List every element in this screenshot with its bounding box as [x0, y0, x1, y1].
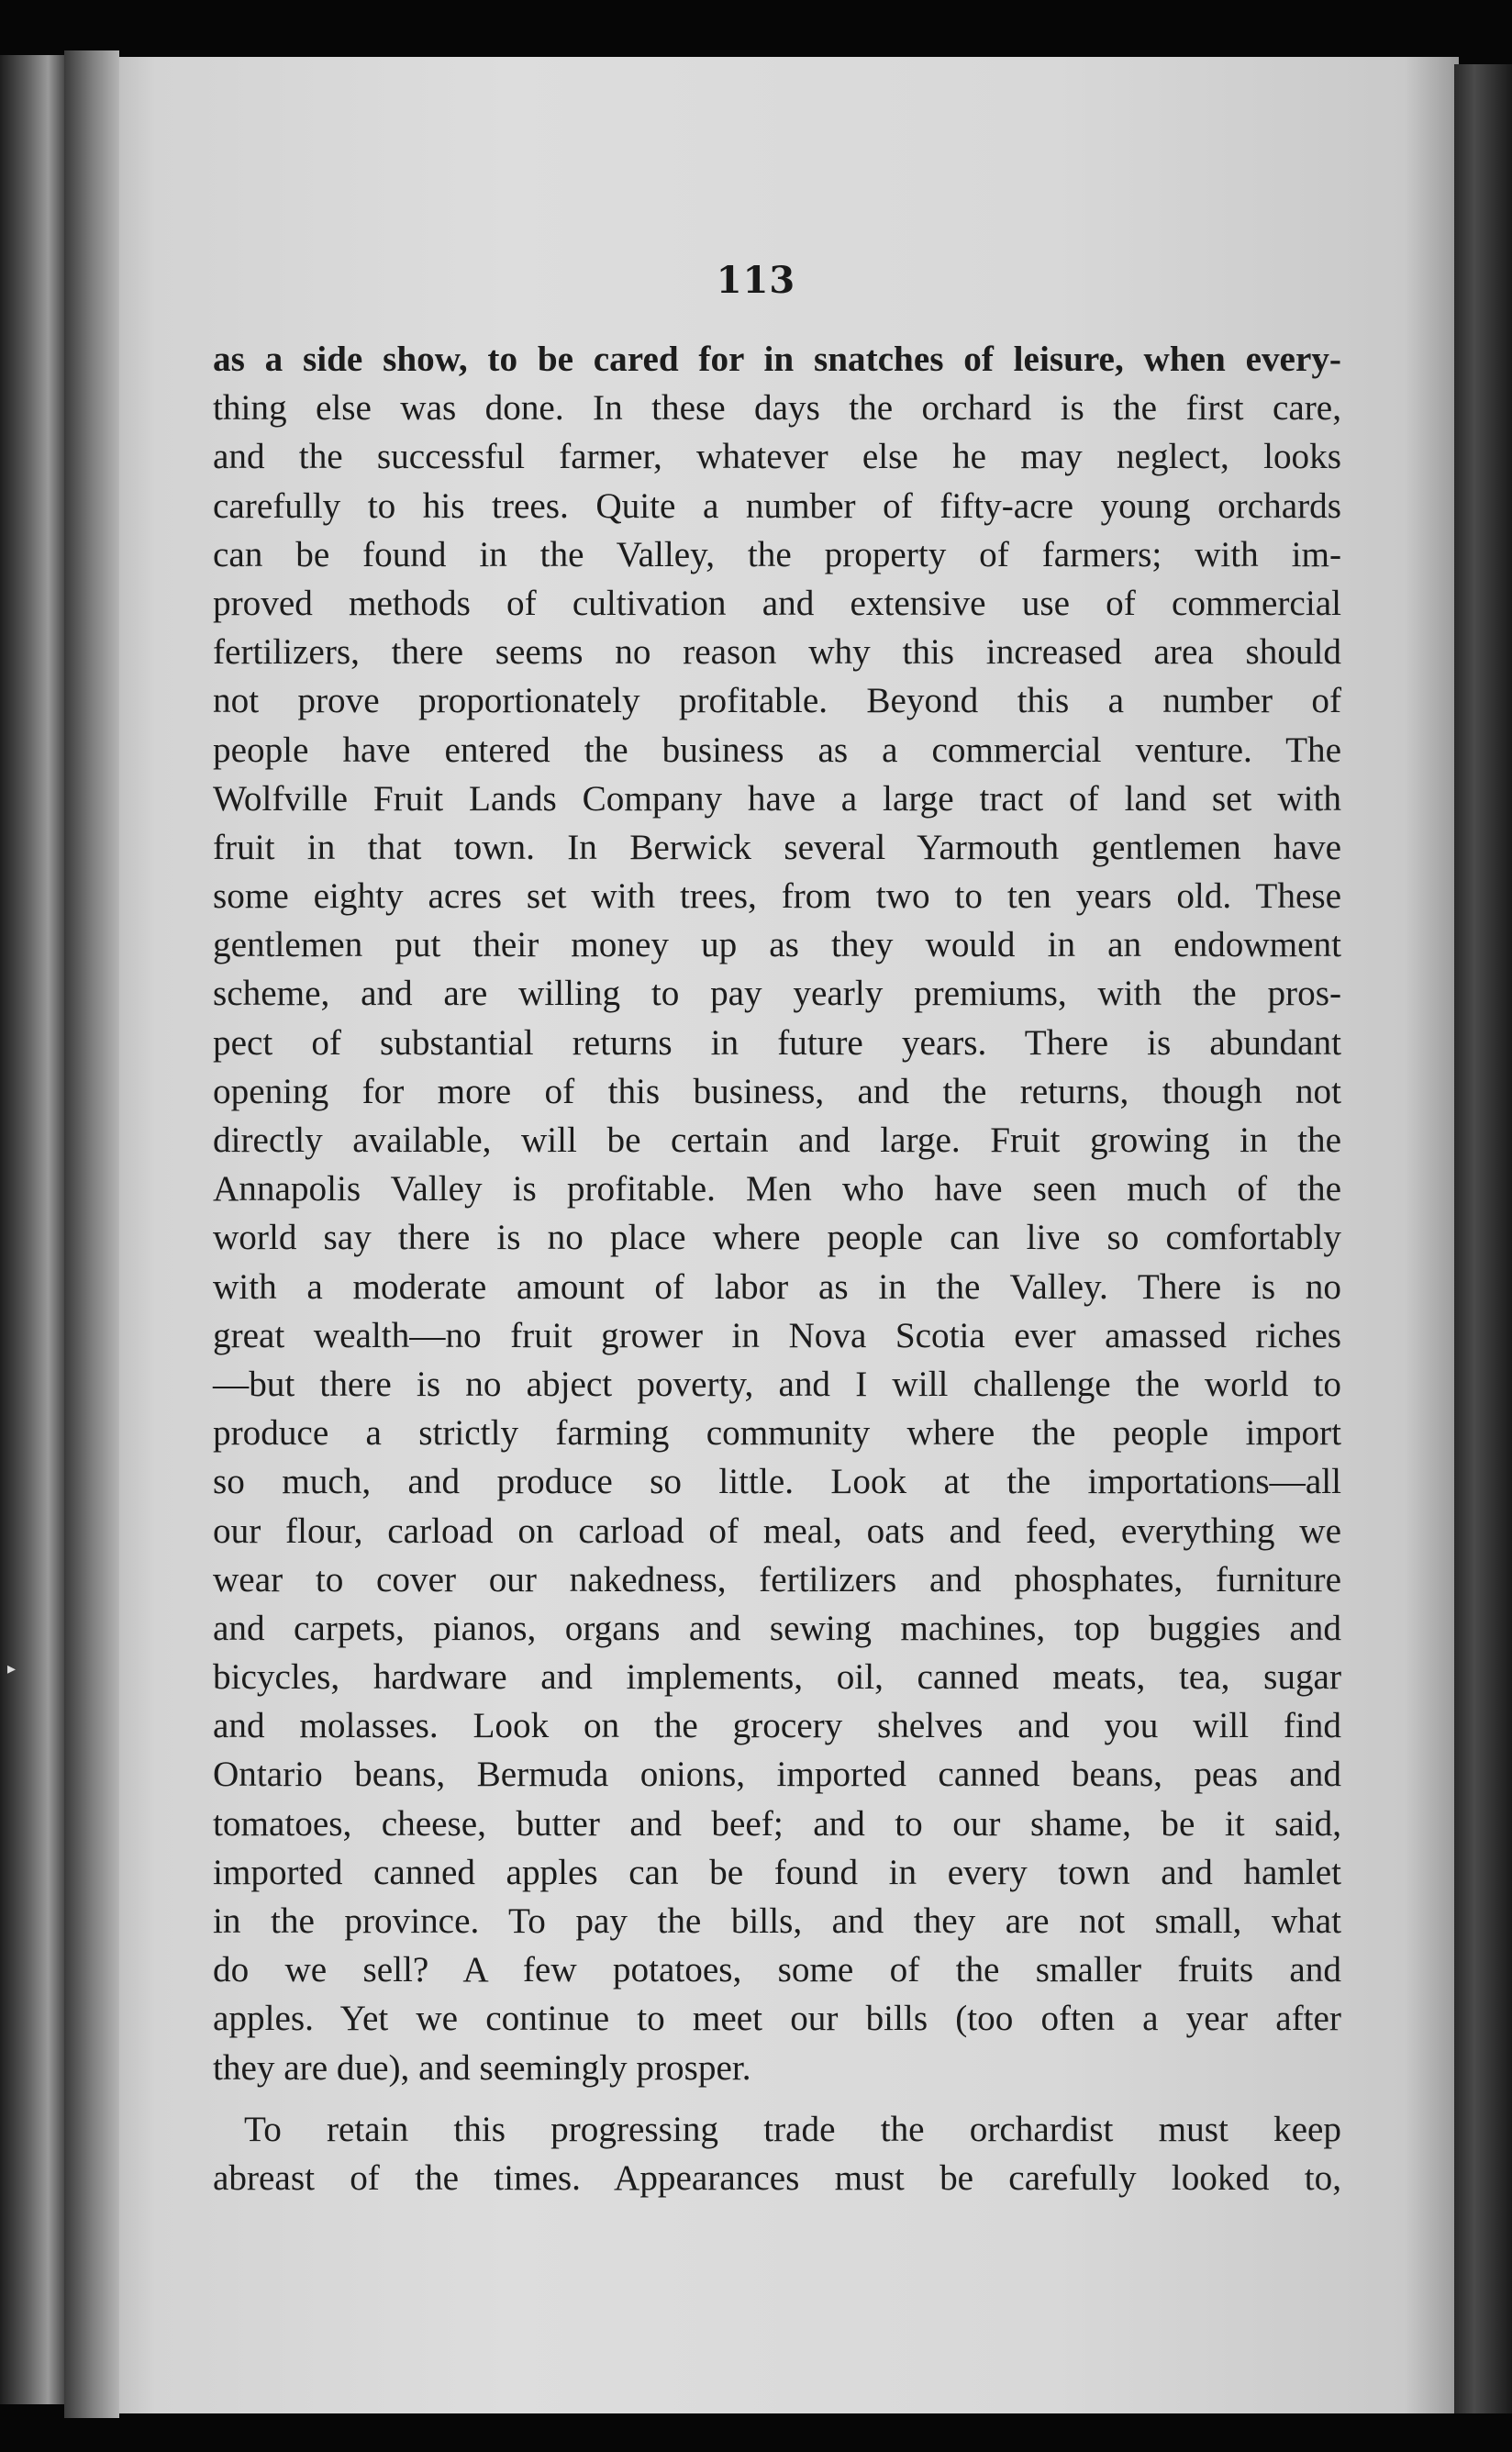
text-line: they are due), and seemingly prosper.	[213, 2047, 751, 2088]
gutter-shadow	[64, 50, 119, 2418]
text-line: Ontario beans, Bermuda onions, imported canned beans, peas and	[213, 1755, 1341, 1795]
text-line: opening for more of this business, and the returns, though not	[213, 1071, 1341, 1111]
text-line: —but there is no abject poverty, and I will challenge the world to	[213, 1364, 1341, 1404]
text-line: world say there is no place where people can live so comfortably	[213, 1218, 1341, 1258]
text-line: not prove proportionately profitable. Beyond this a number of	[213, 681, 1341, 721]
text-line: and the successful farmer, whatever else he may neglect, looks	[213, 437, 1341, 477]
text-line: Wolfville Fruit Lands Company have a large tract of land set with	[213, 778, 1341, 819]
text-line: fruit in that town. In Berwick several Yarmouth gentlemen have	[213, 827, 1341, 867]
body-text	[213, 335, 1341, 2202]
page-number: 113	[716, 259, 796, 302]
text-line: some eighty acres set with trees, from two to ten years old. These	[213, 876, 1341, 917]
text-line: pect of substantial returns in future years. There is abundant	[213, 1022, 1341, 1063]
paragraph-1	[213, 335, 1341, 2092]
text-line: do we sell? A few potatoes, some of the smaller fruits and	[213, 1950, 1341, 1990]
text-line: produce a strictly farming community where the people import	[213, 1413, 1341, 1454]
text-line: carefully to his trees. Quite a number of fifty-acre young orchards	[213, 485, 1341, 526]
text-line: with a moderate amount of labor as in the Valley. There is no	[213, 1266, 1341, 1307]
text-line: can be found in the Valley, the property of farmers; with im-	[213, 534, 1341, 574]
text-line: apples. Yet we continue to meet our bills (too often a year after	[213, 1999, 1341, 2039]
text-line: gentlemen put their money up as they would in an endowment	[213, 925, 1341, 965]
text-line: and molasses. Look on the grocery shelves and you will find	[213, 1706, 1341, 1746]
text-line: scheme, and are willing to pay yearly premiums, with the pros-	[213, 974, 1341, 1014]
text-line: so much, and produce so little. Look at the importations—all	[213, 1462, 1341, 1502]
text-line: tomatoes, cheese, butter and beef; and to our shame, be it said,	[213, 1803, 1341, 1844]
text-line: great wealth—no fruit grower in Nova Scotia ever amassed riches	[213, 1315, 1341, 1355]
text-line: Annapolis Valley is profitable. Men who have seen much of the	[213, 1169, 1341, 1209]
text-line: directly available, will be certain and large. Fruit growing in the	[213, 1120, 1341, 1160]
text-line: in the province. To pay the bills, and they are not small, what	[213, 1901, 1341, 1941]
left-page-edge	[0, 55, 64, 2404]
text-line: proved methods of cultivation and extensive use of commercial	[213, 583, 1341, 623]
text-line: and carpets, pianos, organs and sewing machines, top buggies and	[213, 1608, 1341, 1648]
text-line: abreast of the times. Appearances must be carefully looked to,	[213, 2157, 1341, 2198]
text-line: our flour, carload on carload of meal, oats and feed, everything we	[213, 1510, 1341, 1551]
paragraph-gap	[213, 2092, 1341, 2105]
text-line: To retain this progressing trade the orchardist must keep	[244, 2109, 1341, 2149]
text-line: bicycles, hardware and implements, oil, canned meats, tea, sugar	[213, 1657, 1341, 1698]
paragraph-2	[213, 2105, 1341, 2202]
text-line: thing else was done. In these days the orchard is the first care,	[213, 388, 1341, 429]
text-line: people have entered the business as a commercial venture. The	[213, 730, 1341, 770]
text-line: as a side show, to be cared for in snatches of leisure, when every-	[213, 340, 1341, 379]
text-line: fertilizers, there seems no reason why this increased area should	[213, 632, 1341, 673]
margin-arrow-icon: ▸	[7, 1659, 17, 1678]
text-line: imported canned apples can be found in every town and hamlet	[213, 1852, 1341, 1892]
right-page-edge	[1454, 64, 1512, 2413]
text-line: wear to cover our nakedness, fertilizers and phosphates, furniture	[213, 1559, 1341, 1599]
